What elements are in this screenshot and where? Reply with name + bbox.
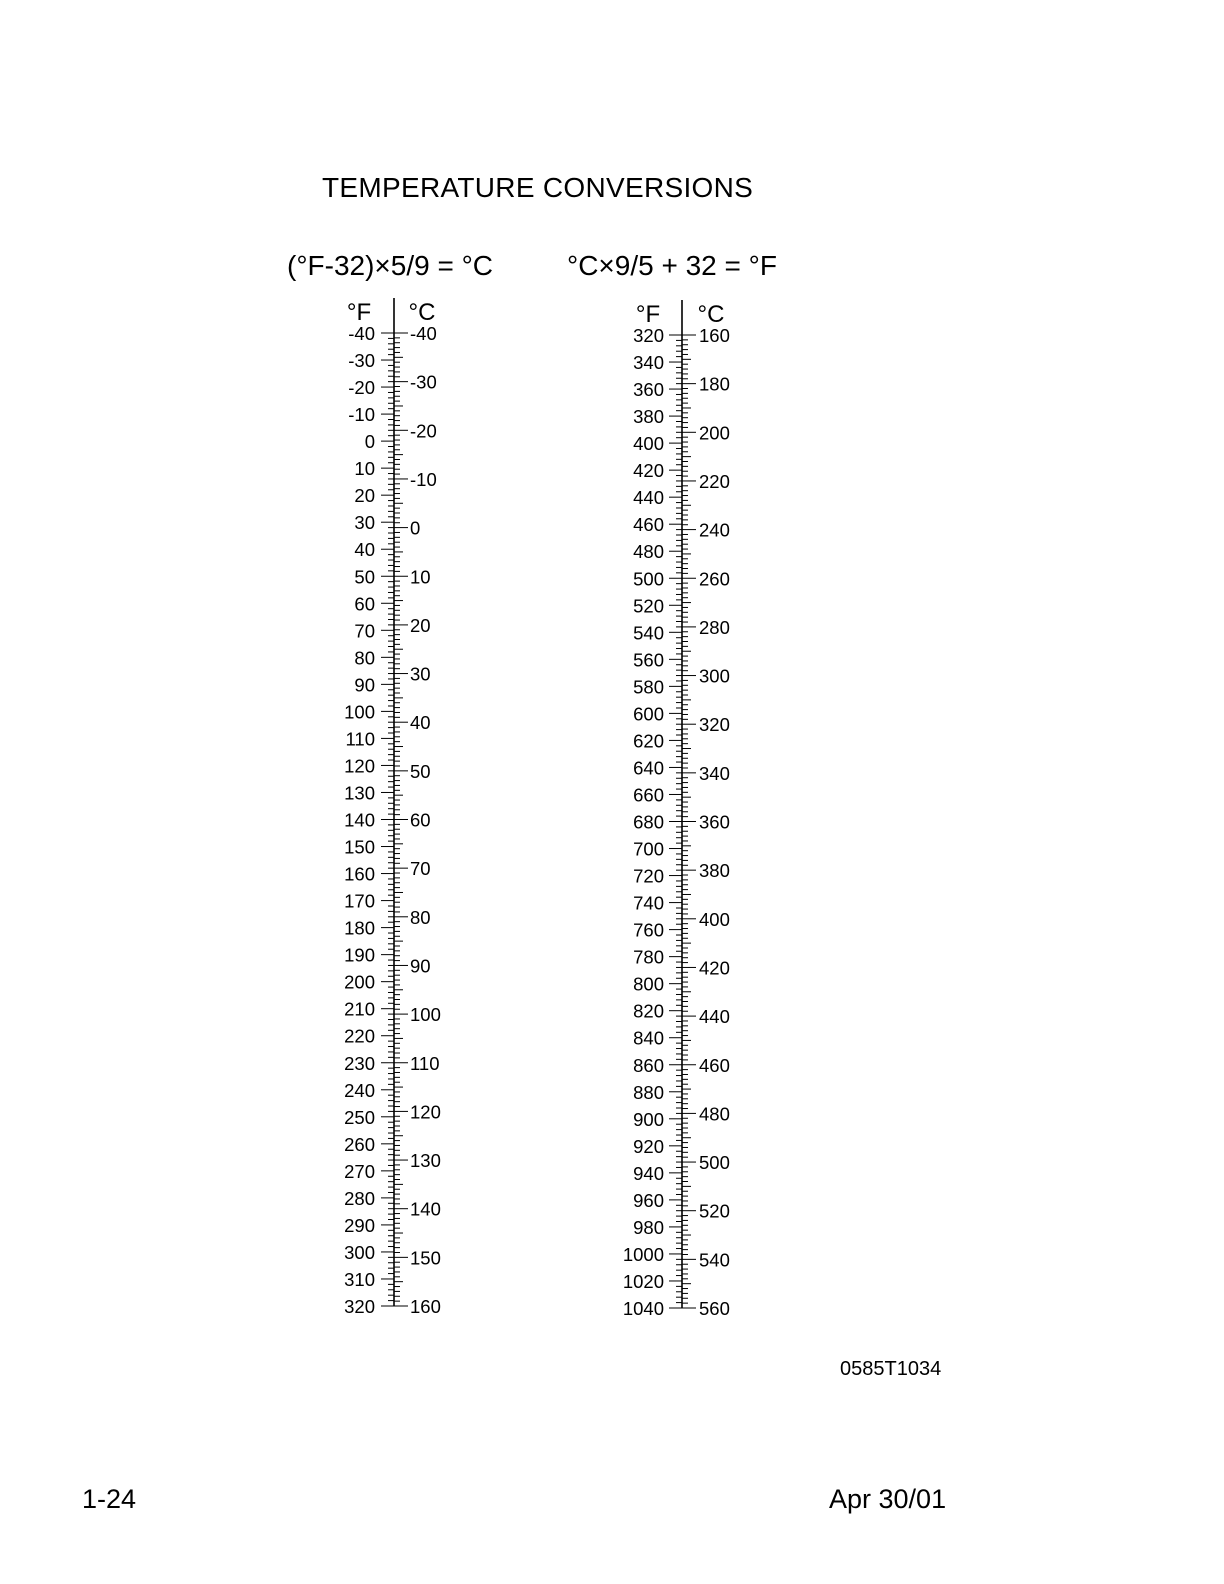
scale-low-f-label: 30 — [354, 512, 375, 534]
scale-high-c-label: 360 — [699, 811, 730, 833]
scale-low-f-label: -10 — [348, 404, 375, 426]
scale-low-f-label: 120 — [344, 755, 375, 777]
scale-low-c-label: 120 — [410, 1101, 441, 1123]
scale-high-f-label: 660 — [633, 784, 664, 806]
page-title: TEMPERATURE CONVERSIONS — [322, 172, 754, 203]
scale-high-f-label: 320 — [633, 325, 664, 346]
scale-high-f-label: 380 — [633, 406, 664, 428]
scale-low-f-label: 270 — [344, 1160, 375, 1182]
scale-high-c-label: 560 — [699, 1298, 730, 1319]
scale-low-f-label: -40 — [348, 323, 375, 344]
scale-high-f-label: 480 — [633, 541, 664, 563]
scale-high-f-label: 500 — [633, 568, 664, 590]
scale-low-c-label: 10 — [410, 566, 431, 588]
scale-low-f-label: 70 — [354, 620, 375, 642]
scale-high-f-label: 400 — [633, 433, 664, 455]
scale-low-f-label: 0 — [364, 431, 375, 453]
scale-high-f-label: 900 — [633, 1108, 664, 1130]
scale-low-c-label: 40 — [410, 712, 431, 734]
scale-low-f-label: -20 — [348, 377, 375, 399]
scale-high-f-label: 460 — [633, 514, 664, 536]
scale-high-c-label: 400 — [699, 908, 730, 930]
scale-high-f-label: 420 — [633, 460, 664, 482]
scale-high-c-label: 260 — [699, 568, 730, 590]
figure-code: 0585T1034 — [840, 1358, 942, 1380]
scale-low-f-label: 180 — [344, 917, 375, 939]
scale-high-c-label: 500 — [699, 1152, 730, 1174]
scale-high-f-label: 960 — [633, 1189, 664, 1211]
scale-low-f-label: 200 — [344, 971, 375, 993]
scale-low-c-label: -20 — [410, 420, 437, 442]
scale-high-c-label: 320 — [699, 714, 730, 736]
page-date: Apr 30/01 — [829, 1484, 947, 1514]
scale-high-c-label: 340 — [699, 762, 730, 784]
scale-high-f-label: 760 — [633, 919, 664, 941]
scale-low-c-label: 150 — [410, 1247, 441, 1269]
scale-low-f-label: 230 — [344, 1052, 375, 1074]
scale-low-c-label: -10 — [410, 468, 437, 490]
scale-low-c-label: 70 — [410, 858, 431, 880]
scale-high-f-unit: °F — [635, 301, 661, 328]
scale-low-f-label: 260 — [344, 1133, 375, 1155]
scale-low-c-label: 60 — [410, 809, 431, 831]
page-number: 1-24 — [82, 1484, 137, 1514]
scale-low-f-label: 140 — [344, 809, 375, 831]
scale-high-f-label: 980 — [633, 1216, 664, 1238]
scale-low-c-label: 50 — [410, 760, 431, 782]
scale-high-c-unit: °C — [697, 301, 725, 328]
scale-low-c-label: 160 — [410, 1296, 441, 1317]
scale-high-c-label: 380 — [699, 860, 730, 882]
scale-high-f-label: 840 — [633, 1027, 664, 1049]
scale-high-f-label: 520 — [633, 595, 664, 617]
scale-high-f-label: 640 — [633, 757, 664, 779]
scale-high-f-label: 540 — [633, 622, 664, 644]
scale-low-f-label: 320 — [344, 1296, 375, 1317]
scale-high-f-label: 580 — [633, 676, 664, 698]
scale-high-f-label: 920 — [633, 1135, 664, 1157]
scale-low-f-label: 20 — [354, 485, 375, 507]
scale-low-f-label: 100 — [344, 701, 375, 723]
scale-high-f-label: 720 — [633, 865, 664, 887]
scale-high-f-label: 740 — [633, 892, 664, 914]
scale-low-f-label: 280 — [344, 1187, 375, 1209]
scale-high-c-label: 240 — [699, 519, 730, 541]
scale-high-f-label: 1020 — [622, 1270, 664, 1292]
scale-high-f-label: 820 — [633, 1000, 664, 1022]
scale-high-f-label: 560 — [633, 649, 664, 671]
scale-low-f-label: 250 — [344, 1106, 375, 1128]
scale-high-c-label: 520 — [699, 1200, 730, 1222]
scale-low-f-label: 310 — [344, 1268, 375, 1290]
scale-low-c-label: 0 — [410, 517, 421, 539]
scale-high-c-label: 480 — [699, 1103, 730, 1125]
scale-low-f-label: 220 — [344, 1025, 375, 1047]
scale-high-f-label: 620 — [633, 730, 664, 752]
scale-low-f-label: 60 — [354, 593, 375, 615]
scale-low-c-label: -40 — [410, 323, 437, 344]
scale-high-f-label: 1040 — [622, 1298, 664, 1319]
scale-low-f-label: 170 — [344, 890, 375, 912]
scale-low-f-label: 10 — [354, 458, 375, 480]
scale-low-f-unit: °F — [346, 299, 372, 326]
formula-c-to-f: °C×9/5 + 32 = °F — [567, 250, 777, 281]
scale-low-f-label: 80 — [354, 647, 375, 669]
formula-f-to-c: (°F-32)×5/9 = °C — [287, 250, 494, 281]
scale-high-f-label: 1000 — [622, 1243, 664, 1265]
scale-low-f-label: 160 — [344, 863, 375, 885]
scale-low-c-label: -30 — [410, 371, 437, 393]
scale-low-f-label: 190 — [344, 944, 375, 966]
scale-low-f-label: 90 — [354, 674, 375, 696]
scale-low-f-label: -30 — [348, 350, 375, 372]
scale-high-f-label: 780 — [633, 946, 664, 968]
scale-high-f-label: 800 — [633, 973, 664, 995]
scale-high-f-label: 680 — [633, 811, 664, 833]
scale-high-f-label: 340 — [633, 352, 664, 374]
scale-high-f-label: 440 — [633, 487, 664, 509]
scale-high-f-label: 940 — [633, 1162, 664, 1184]
scale-high-f-label: 600 — [633, 703, 664, 725]
scale-high-f-label: 360 — [633, 379, 664, 401]
scale-high-c-label: 160 — [699, 325, 730, 346]
scale-high-c-label: 300 — [699, 665, 730, 687]
scale-low-c-unit: °C — [408, 299, 436, 326]
scale-high-c-label: 420 — [699, 957, 730, 979]
scale-high-c-label: 440 — [699, 1006, 730, 1028]
scale-high-c-label: 200 — [699, 422, 730, 444]
scale-low-f-label: 150 — [344, 836, 375, 858]
scale-low-f-label: 50 — [354, 566, 375, 588]
scale-low-f-label: 210 — [344, 998, 375, 1020]
scale-low-f-label: 130 — [344, 782, 375, 804]
scale-high-c-label: 280 — [699, 616, 730, 638]
scale-high-c-label: 460 — [699, 1054, 730, 1076]
scale-high-f-label: 880 — [633, 1081, 664, 1103]
scale-low-c-label: 30 — [410, 663, 431, 685]
scale-high-f-label: 700 — [633, 838, 664, 860]
scale-low-f-label: 110 — [345, 728, 375, 750]
scale-low-c-label: 90 — [410, 955, 431, 977]
scale-low-f-label: 300 — [344, 1241, 375, 1263]
scale-low-c-label: 100 — [410, 1004, 441, 1026]
scale-low-f-label: 40 — [354, 539, 375, 561]
scale-high-f-label: 860 — [633, 1054, 664, 1076]
scale-low-c-label: 140 — [410, 1198, 441, 1220]
scale-low-f-label: 290 — [344, 1214, 375, 1236]
scale-high-c-label: 220 — [699, 470, 730, 492]
scale-low-c-label: 110 — [410, 1052, 440, 1074]
scale-low-c-label: 80 — [410, 906, 431, 928]
scale-low-c-label: 20 — [410, 614, 431, 636]
scale-high-c-label: 180 — [699, 373, 730, 395]
scale-low-f-label: 240 — [344, 1079, 375, 1101]
scale-high-c-label: 540 — [699, 1249, 730, 1271]
scale-low-c-label: 130 — [410, 1150, 441, 1172]
